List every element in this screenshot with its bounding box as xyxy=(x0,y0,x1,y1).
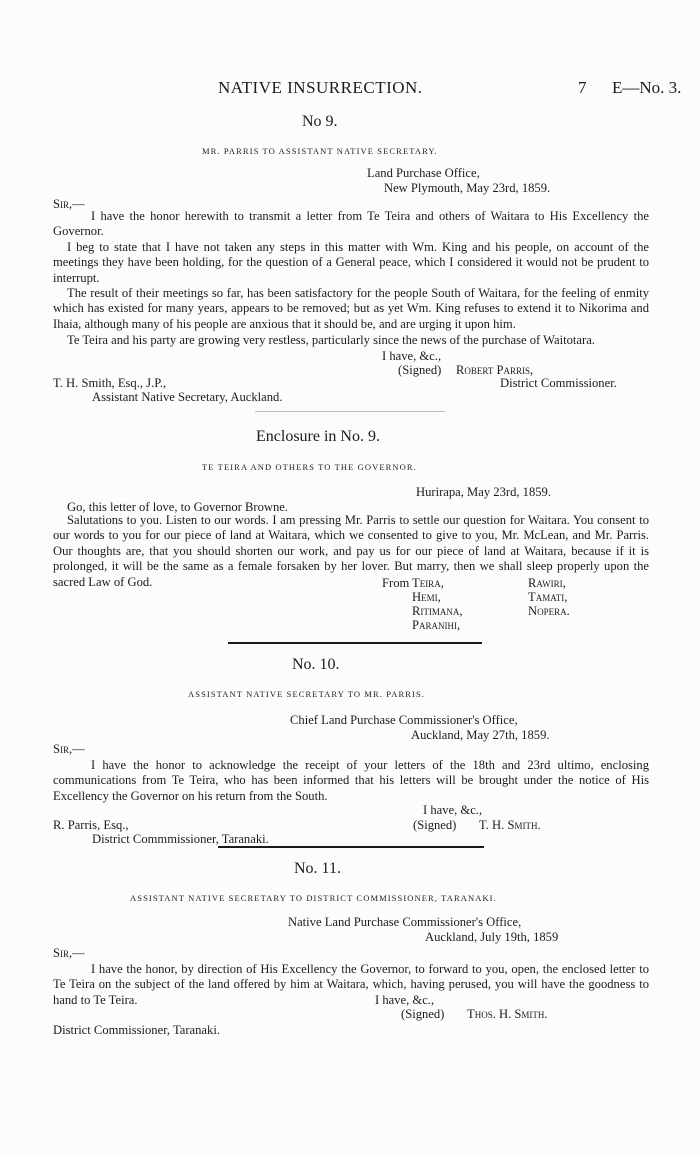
page-number: 7 xyxy=(578,78,587,97)
letter-9-paragraph-1: I have the honor herewith to transmit a letter from Te Teira and others of Waitara to His Excellency the Governor. xyxy=(53,209,649,239)
letter-11-signed: (Signed) xyxy=(401,1007,445,1021)
letter-9-closing: I have, &c., xyxy=(382,349,442,363)
enclosure-subheading: TE TEIRA AND OTHERS TO THE GOVERNOR. xyxy=(202,462,417,472)
letter-9-signed: (Signed) xyxy=(398,363,442,377)
running-header xyxy=(0,78,700,100)
letter-9-paragraph-2: I beg to state that I have not taken any steps in this matter with Wm. King and his people, on account of the meetings they have been holding, for the question of a General peace, which I considered it would not be prudent to interrupt. xyxy=(53,240,649,285)
enclosure-signatory: Teira, xyxy=(412,576,444,590)
enclosure-paragraph-1: Go, this letter of love, to Governor Browne. xyxy=(67,500,289,514)
enclosure-signatory: Tamati, xyxy=(528,590,568,604)
letter-10-salutation: Sir,— xyxy=(53,742,85,756)
letter-10-address-line-1: Chief Land Purchase Commissioner's Office, xyxy=(290,713,518,727)
enclosure-from-label: From xyxy=(382,576,410,590)
document-reference: E—No. 3. xyxy=(612,78,682,97)
letter-10-subheading: ASSISTANT NATIVE SECRETARY TO MR. PARRIS. xyxy=(188,689,425,699)
letter-9-recipient-line-2: Assistant Native Secretary, Auckland. xyxy=(92,390,283,404)
letter-10-signed: (Signed) xyxy=(413,818,457,832)
letter-10-paragraph: I have the honor to acknowledge the receipt of your letters of the 18th and 23rd ultimo, enclosing communications from Te Teira, who has been informed that his letters will be brought under the notice of His Excellency the Governor on his return from the South. xyxy=(53,758,649,803)
letter-11-closing: I have, &c., xyxy=(375,993,435,1007)
letter-11-recipient: District Commissioner, Taranaki. xyxy=(53,1023,220,1037)
letter-11-salutation: Sir,— xyxy=(53,946,85,960)
letter-11-heading: No. 11. xyxy=(294,860,341,877)
letter-9-recipient-line-1: T. H. Smith, Esq., J.P., xyxy=(53,376,167,390)
letter-10-recipient-line-2: District Commmissioner, Taranaki. xyxy=(92,832,269,846)
enclosure-dateline: Hurirapa, May 23rd, 1859. xyxy=(416,485,552,499)
enclosure-paragraph-2: Salutations to you. Listen to our words. I am pressing Mr. Parris to settle our question for Waitara. You consent to our words to you for our piece of land at Waitara, which we consented to give to you, Mr. McLean, and Mr. Parris. Our thoughts are, that you should shorten our work, and pay us for our piece of land at Waitara, because if it is prolonged, it will be the same as a female forsaken by her lover. But marry, then we shall sleep properly upon the sacred Law of God. xyxy=(53,513,649,589)
letter-11-signatory: Thos. H. Smith. xyxy=(467,1007,548,1021)
enclosure-heading: Enclosure in No. 9. xyxy=(256,428,380,445)
letter-9-paragraph-3: The result of their meetings so far, has been satisfactory for the people South of Waitara, for the feeling of enmity which has existed for many years, appears to be removed; but as yet Wm. King refuses to extend it to Nikorima and Ihaia, although many of his people are anxious that it should be, and are urging it upon him. xyxy=(53,286,649,331)
letter-9-subheading: MR. PARRIS TO ASSISTANT NATIVE SECRETARY. xyxy=(202,146,438,156)
section-divider xyxy=(218,846,484,848)
letter-9-paragraph-4: Te Teira and his party are growing very restless, particularly since the news of the purchase of Waitotara. xyxy=(67,333,595,347)
letter-9-address-line-1: Land Purchase Office, xyxy=(367,166,480,180)
letter-11-address-line-1: Native Land Purchase Commissioner's Office, xyxy=(288,915,522,929)
letter-10-signatory: T. H. Smith. xyxy=(479,818,541,832)
section-divider xyxy=(255,411,445,412)
enclosure-signatory: Nopera. xyxy=(528,604,570,618)
enclosure-signatory: Paranihi, xyxy=(412,618,461,632)
letter-10-closing: I have, &c., xyxy=(423,803,483,817)
letter-11-subheading: ASSISTANT NATIVE SECRETARY TO DISTRICT COMMISSIONER, TARANAKI. xyxy=(130,893,497,903)
letter-9-signatory: Robert Parris, xyxy=(456,363,534,377)
section-divider xyxy=(228,642,482,644)
letter-10-recipient-line-1: R. Parris, Esq., xyxy=(53,818,129,832)
letter-9-signatory-title: District Commissioner. xyxy=(500,376,617,390)
enclosure-signatory: Rawiri, xyxy=(528,576,566,590)
letter-9-salutation: Sir,— xyxy=(53,197,85,211)
enclosure-signatory: Ritimana, xyxy=(412,604,463,618)
letter-9-heading: No 9. xyxy=(302,113,338,130)
letter-10-address-line-2: Auckland, May 27th, 1859. xyxy=(411,728,550,742)
page-title: NATIVE INSURRECTION. xyxy=(218,78,423,97)
letter-11-address-line-2: Auckland, July 19th, 1859 xyxy=(425,930,559,944)
letter-10-heading: No. 10. xyxy=(292,656,340,673)
letter-9-address-line-2: New Plymouth, May 23rd, 1859. xyxy=(384,181,551,195)
enclosure-signatory: Hemi, xyxy=(412,590,441,604)
letter-11-paragraph: I have the honor, by direction of His Excellency the Governor, to forward to you, open, the enclosed letter to Te Teira on the subject of the land offered by him at Waitara, which, having perused, you will have the goodness to hand to Te Teira. xyxy=(53,962,649,1007)
